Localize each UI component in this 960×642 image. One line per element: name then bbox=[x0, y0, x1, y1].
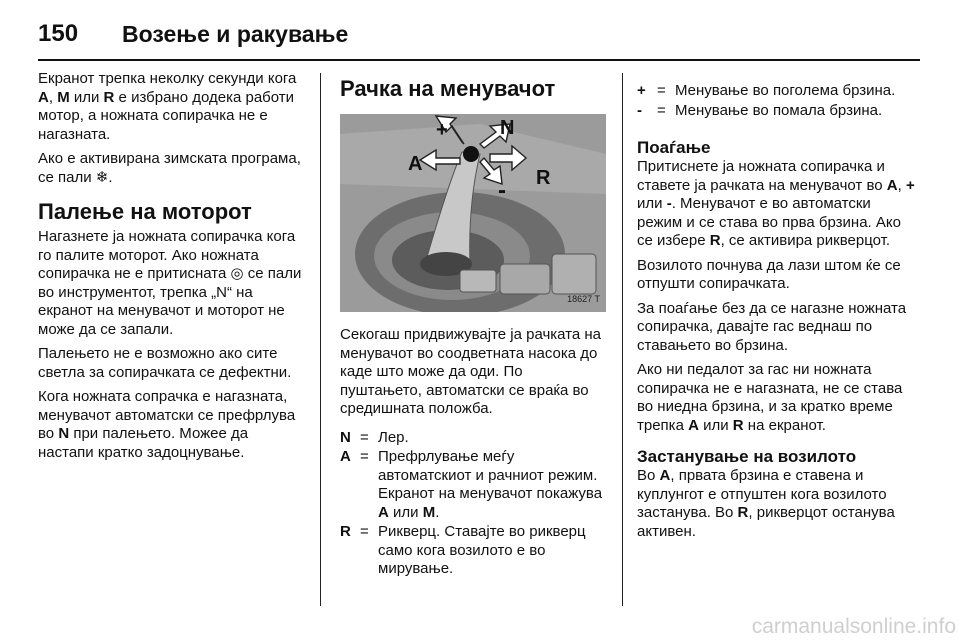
def-text-n: Лер. bbox=[378, 428, 409, 446]
def-key-minus: - bbox=[637, 101, 642, 119]
heading-engine-start: Палење на моторот bbox=[38, 199, 252, 224]
label-plus: + bbox=[436, 119, 448, 141]
def-text-a: Префрлување меѓу автоматскиот и рачниот режим. Екранот на менувачот покажува A или M. bbox=[378, 448, 603, 521]
label-r: R bbox=[536, 167, 551, 189]
watermark: carmanualsonline.info bbox=[751, 615, 956, 638]
def-text-plus: Менување во поголема брзина. bbox=[675, 82, 896, 99]
def-text-minus: Менување во помала брзина. bbox=[675, 101, 883, 119]
def-eq: = bbox=[360, 448, 369, 465]
definition-list-lever bbox=[340, 429, 606, 579]
page-title: Возење и ракување bbox=[122, 21, 349, 47]
heading-gear-lever: Рачка на менувачот bbox=[340, 76, 556, 101]
paragraph-stopping: Во A, првата брзина е ставена и куплунгот е отпуштен кога возилото застанува. Во R, рикверцот останува активен. bbox=[637, 467, 895, 540]
def-eq: = bbox=[657, 101, 666, 119]
column-3 bbox=[637, 70, 919, 547]
def-key-plus: + bbox=[637, 82, 646, 99]
definition-list-plus-minus bbox=[637, 82, 919, 120]
heading-starting-off: Поаѓање bbox=[637, 138, 711, 157]
paragraph-auto-neutral: Кога ножната сопрачка е нагазната, менувачот автоматски се префрлува во N при палењето. Можее да настапи кратко задоцнување. bbox=[38, 388, 296, 461]
label-minus: - bbox=[498, 177, 506, 204]
def-key-a: A bbox=[340, 448, 351, 465]
def-eq: = bbox=[657, 82, 666, 99]
label-a: A bbox=[408, 153, 423, 175]
column-divider-2 bbox=[622, 73, 623, 606]
column-divider-1 bbox=[320, 73, 321, 606]
header-rule bbox=[38, 59, 920, 61]
def-text-r: Рикверц. Ставајте во рикверц само кога возилото е во мирување. bbox=[378, 523, 586, 577]
def-key-r: R bbox=[340, 523, 351, 540]
page-header bbox=[38, 14, 918, 58]
paragraph-brake-start: Нагазнете ја ножната сопирачка кога го палите моторот. Ако ножната сопирачка не е притисната ◎ се пали во инструментот, трепка „N“ на екранот на менувачот и моторот не може да се запали. bbox=[38, 228, 302, 338]
paragraph-no-pedal: Ако ни педалот за гас ни ножната сопирачка не е нагазната, не се става во ниедна брзина, и за кратко време трепка A или R на екранот. bbox=[637, 361, 903, 434]
paragraph-creep: Возилото почнува да лази штом ќе се отпушти сопирачката. bbox=[637, 256, 901, 292]
paragraph-lever-usage: Секогаш придвижувајте ја рачката на менувачот во соодветната насока до каде што може да оди. По пуштањето, автоматски се враќа во средишната положба. bbox=[340, 326, 602, 417]
paragraph-winter-program: Ако е активирана зимската програма, се пали ❄. bbox=[38, 150, 301, 186]
gear-lever-illustration bbox=[340, 114, 606, 312]
def-eq: = bbox=[360, 523, 369, 540]
paragraph-brake-lights: Палењето не е возможно ако сите светла за сопирачката се дефектни. bbox=[38, 345, 292, 381]
figure-code: 18627 T bbox=[567, 293, 600, 304]
paragraph-screen-flash: Екранот трепка неколку секунди кога A, M или R е избрано додека работи мотор, а ножната сопирачка не е нагазната. bbox=[38, 70, 297, 143]
def-eq: = bbox=[360, 428, 369, 446]
column-1 bbox=[38, 70, 306, 468]
paragraph-no-brake-start: За поаѓање без да се нагазне ножната сопирачка, давајте гас веднаш по ставањето во брзина. bbox=[637, 299, 907, 354]
gear-lever-figure bbox=[340, 114, 606, 312]
column-2 bbox=[340, 70, 606, 579]
def-key-n: N bbox=[340, 428, 351, 446]
page-number: 150 bbox=[38, 20, 79, 47]
label-n: N bbox=[500, 117, 515, 139]
paragraph-select-gear: Притиснете ја ножната сопирачка и ставете ја рачката на менувачот во A, + или -. Менувачот е во автоматски режим и се става во прва брзина. Ако се избере R, се активира рикверцот. bbox=[637, 158, 915, 249]
heading-stopping: Застанување на возилото bbox=[637, 447, 857, 466]
